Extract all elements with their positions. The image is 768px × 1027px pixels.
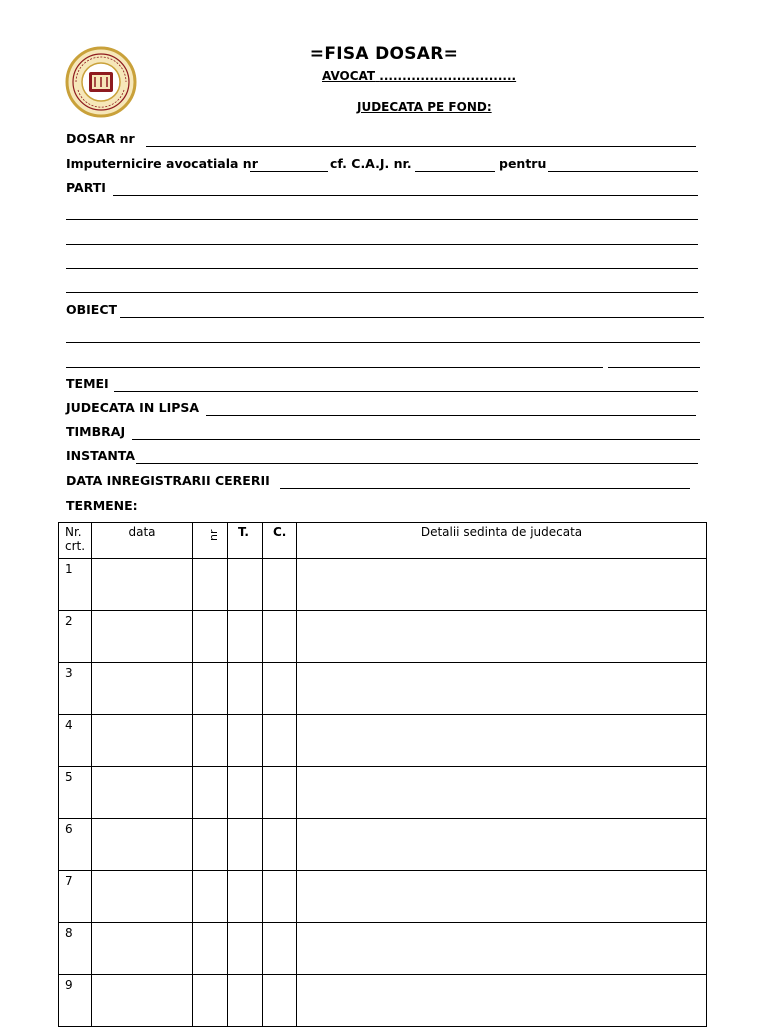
temei-input-line[interactable] [114,391,698,392]
row-number: 2 [59,611,92,663]
header-c: C. [263,523,297,559]
termene-table [58,522,707,1027]
instanta-input-line[interactable] [136,463,698,464]
obiect-input-line[interactable] [120,317,704,318]
cell-nr[interactable] [193,975,228,1027]
row-number: 9 [59,975,92,1027]
avocat-dots: .............................. [379,69,517,83]
cell-t[interactable] [228,611,263,663]
table-row [59,767,707,819]
cell-data[interactable] [92,611,193,663]
dosar-label: DOSAR nr [66,131,135,146]
obiect-line-3a[interactable] [66,367,603,368]
cell-t[interactable] [228,663,263,715]
timbraj-input-line[interactable] [132,439,700,440]
table-row [59,975,707,1027]
cell-nr[interactable] [193,871,228,923]
obiect-label: OBIECT [66,302,118,317]
cell-nr[interactable] [193,923,228,975]
judecata-lipsa-label: JUDECATA IN LIPSA [66,400,200,415]
row-number: 5 [59,767,92,819]
cell-detalii[interactable] [297,611,707,663]
imputernicire-input-line[interactable] [250,171,328,172]
cell-c[interactable] [263,923,297,975]
row-number: 4 [59,715,92,767]
table-row [59,923,707,975]
table-row [59,715,707,767]
cell-c[interactable] [263,819,297,871]
table-row [59,559,707,611]
cell-detalii[interactable] [297,819,707,871]
termene-label: TERMENE: [66,498,138,513]
cell-detalii[interactable] [297,975,707,1027]
cell-c[interactable] [263,611,297,663]
table-row [59,819,707,871]
header-nr-crt: Nr. crt. [59,523,92,559]
instanta-label: INSTANTA [66,448,136,463]
cell-t[interactable] [228,819,263,871]
cell-c[interactable] [263,767,297,819]
pentru-input-line[interactable] [548,171,698,172]
parti-input-line[interactable] [113,195,698,196]
cell-detalii[interactable] [297,715,707,767]
cell-c[interactable] [263,663,297,715]
cell-nr[interactable] [193,611,228,663]
cell-data[interactable] [92,663,193,715]
temei-label: TEMEI [66,376,109,391]
cell-detalii[interactable] [297,871,707,923]
header-data: data [92,523,193,559]
row-number: 3 [59,663,92,715]
cell-data[interactable] [92,871,193,923]
cell-t[interactable] [228,975,263,1027]
row-number: 8 [59,923,92,975]
cell-nr[interactable] [193,715,228,767]
data-inregistrarii-label: DATA INREGISTRARII CERERII [66,473,270,488]
judecata-pe-fond-heading: JUDECATA PE FOND: [357,100,492,114]
parti-line-4[interactable] [66,268,698,269]
cell-nr[interactable] [193,819,228,871]
caj-label: cf. C.A.J. nr. [330,156,412,171]
cell-data[interactable] [92,559,193,611]
cell-c[interactable] [263,559,297,611]
parti-line-5[interactable] [66,292,698,293]
cell-detalii[interactable] [297,559,707,611]
cell-data[interactable] [92,819,193,871]
avocat-label: AVOCAT [322,69,376,83]
cell-c[interactable] [263,975,297,1027]
table-row [59,871,707,923]
judecata-lipsa-input-line[interactable] [206,415,696,416]
cell-nr[interactable] [193,767,228,819]
cell-t[interactable] [228,767,263,819]
parti-label: PARTI [66,180,106,195]
parti-line-2[interactable] [66,219,698,220]
cell-detalii[interactable] [297,663,707,715]
cell-data[interactable] [92,767,193,819]
row-number: 7 [59,871,92,923]
row-number: 1 [59,559,92,611]
obiect-line-3b[interactable] [608,367,700,368]
table-row [59,663,707,715]
header-detalii: Detalii sedinta de judecata [297,523,707,559]
data-inregistrarii-input-line[interactable] [280,488,690,489]
cell-detalii[interactable] [297,923,707,975]
document-title: =FISA DOSAR= [309,44,459,64]
pentru-label: pentru [499,156,547,171]
cell-data[interactable] [92,715,193,767]
row-number: 6 [59,819,92,871]
cell-nr[interactable] [193,663,228,715]
cell-nr[interactable] [193,559,228,611]
cell-t[interactable] [228,715,263,767]
timbraj-label: TIMBRAJ [66,424,126,439]
caj-input-line[interactable] [415,171,495,172]
avocat-line [322,69,516,83]
cell-t[interactable] [228,559,263,611]
cell-t[interactable] [228,871,263,923]
header-nr-text: nr [207,529,220,541]
cell-t[interactable] [228,923,263,975]
cell-c[interactable] [263,871,297,923]
cell-c[interactable] [263,715,297,767]
imputernicire-label: Imputernicire avocatiala nr [66,156,258,171]
dosar-input-line[interactable] [146,146,696,147]
table-header-row [59,523,707,559]
cell-data[interactable] [92,923,193,975]
cell-data[interactable] [92,975,193,1027]
header-t: T. [228,523,263,559]
obiect-line-2[interactable] [66,342,700,343]
parti-line-3[interactable] [66,244,698,245]
header-nr [193,523,228,559]
table-row [59,611,707,663]
cell-detalii[interactable] [297,767,707,819]
